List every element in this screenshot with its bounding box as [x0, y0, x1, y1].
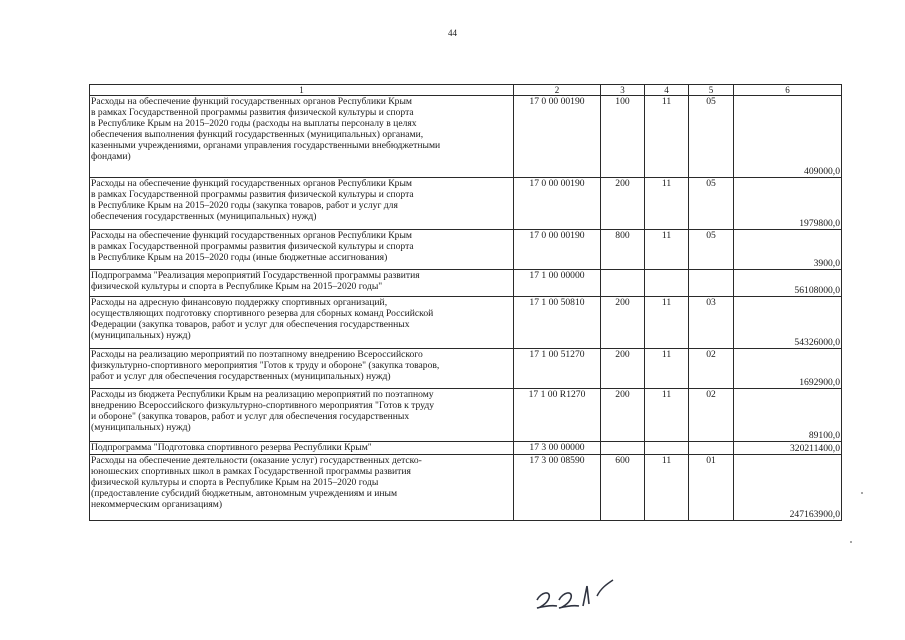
row-code: 17 1 00 51270 — [514, 349, 601, 389]
row-code: 17 1 00 50810 — [514, 297, 601, 349]
table-row — [90, 389, 842, 442]
row-col-3: 200 — [601, 349, 645, 389]
row-col-4: 11 — [645, 455, 689, 521]
row-amount: 54326000,0 — [734, 297, 842, 349]
row-code: 17 0 00 00190 — [514, 96, 601, 178]
table-row — [90, 455, 842, 521]
row-description: Расходы на обеспечение функций государственных органов Республики Крым в рамках Государственной программы развития физической культуры и спорта в Республике Крым на 2015–2020 годы (иные бюджетные ассигнования) — [90, 230, 514, 270]
header-col-2: 2 — [514, 85, 601, 96]
row-col-5: 05 — [689, 178, 734, 230]
row-amount: 247163900,0 — [734, 455, 842, 521]
row-col-4: 11 — [645, 96, 689, 178]
row-col-5 — [689, 270, 734, 297]
row-col-3: 800 — [601, 230, 645, 270]
row-code: 17 3 00 08590 — [514, 455, 601, 521]
handwritten-signature — [531, 574, 627, 614]
row-col-5: 05 — [689, 230, 734, 270]
table-row — [90, 349, 842, 389]
page-number: 44 — [448, 28, 457, 38]
row-col-3: 200 — [601, 297, 645, 349]
row-col-5: 05 — [689, 96, 734, 178]
row-amount: 409000,0 — [734, 96, 842, 178]
row-col-4 — [645, 270, 689, 297]
table-row — [90, 270, 842, 297]
row-col-3: 100 — [601, 96, 645, 178]
row-amount: 56108000,0 — [734, 270, 842, 297]
header-col-5: 5 — [689, 85, 734, 96]
row-description: Расходы из бюджета Республики Крым на реализацию мероприятий по поэтапному внедрению Всероссийского физкультурно-спортивного мероприятия "Готов к труду и обороне" (закупка товаров, работ и услуг для обеспечения государственных (муниципальных) нужд) — [90, 389, 514, 442]
table-row — [90, 230, 842, 270]
row-col-5: 03 — [689, 297, 734, 349]
table-row — [90, 96, 842, 178]
row-col-4 — [645, 442, 689, 455]
table-row — [90, 442, 842, 455]
header-col-1: 1 — [90, 85, 514, 96]
scan-speck — [861, 492, 863, 494]
scan-speck — [850, 541, 852, 543]
table-header-row — [90, 85, 842, 96]
table-row — [90, 178, 842, 230]
row-description: Расходы на реализацию мероприятий по поэтапному внедрению Всероссийского физкультурно-спортивного мероприятия "Готов к труду и обороне" (закупка товаров, работ и услуг для обеспечения государственных (муниципальных) нужд) — [90, 349, 514, 389]
row-col-4: 11 — [645, 297, 689, 349]
row-amount: 1979800,0 — [734, 178, 842, 230]
header-col-6: 6 — [734, 85, 842, 96]
row-col-3: 600 — [601, 455, 645, 521]
row-code: 17 3 00 00000 — [514, 442, 601, 455]
row-code: 17 0 00 00190 — [514, 178, 601, 230]
budget-table — [89, 84, 842, 521]
row-col-4: 11 — [645, 349, 689, 389]
row-col-3: 200 — [601, 389, 645, 442]
row-description: Расходы на обеспечение функций государственных органов Республики Крым в рамках Государственной программы развития физической культуры и спорта в Республике Крым на 2015–2020 годы (расходы на выплаты персоналу в целях обеспечения выполнения функций государственных (муниципальных) органами, казенными учреждениями, органами управления государственными внебюджетными фондами) — [90, 96, 514, 178]
row-description: Подпрограмма "Подготовка спортивного резерва Республики Крым" — [90, 442, 514, 455]
row-code: 17 1 00 00000 — [514, 270, 601, 297]
row-col-4: 11 — [645, 178, 689, 230]
row-code: 17 1 00 R1270 — [514, 389, 601, 442]
row-description: Расходы на обеспечение деятельности (оказание услуг) государственных детско- юношеских спортивных школ в рамках Государственной программы развития физической культуры и спорта в Республике Крым на 2015–2020 годы (предоставление субсидий бюджетным, автономным учреждениям и иным некоммерческим организациям) — [90, 455, 514, 521]
row-description: Расходы на обеспечение функций государственных органов Республики Крым в рамках Государственной программы развития физической культуры и спорта в Республике Крым на 2015–2020 годы (закупка товаров, работ и услуг для обеспечения государственных (муниципальных) нужд) — [90, 178, 514, 230]
row-description: Подпрограмма "Реализация мероприятий Государственной программы развития физической культуры и спорта в Республике Крым на 2015–2020 годы" — [90, 270, 514, 297]
row-col-3 — [601, 442, 645, 455]
row-col-5: 02 — [689, 389, 734, 442]
header-col-4: 4 — [645, 85, 689, 96]
row-col-5: 01 — [689, 455, 734, 521]
row-col-4: 11 — [645, 230, 689, 270]
row-col-3: 200 — [601, 178, 645, 230]
row-col-4: 11 — [645, 389, 689, 442]
row-col-5 — [689, 442, 734, 455]
row-amount: 320211400,0 — [734, 442, 842, 455]
row-description: Расходы на адресную финансовую поддержку спортивных организаций, осуществляющих подготовку спортивного резерва для сборных команд Российской Федерации (закупка товаров, работ и услуг для обеспечения государственных (муниципальных) нужд) — [90, 297, 514, 349]
row-col-5: 02 — [689, 349, 734, 389]
row-amount: 3900,0 — [734, 230, 842, 270]
row-amount: 1692900,0 — [734, 349, 842, 389]
row-code: 17 0 00 00190 — [514, 230, 601, 270]
row-amount: 89100,0 — [734, 389, 842, 442]
table-row — [90, 297, 842, 349]
row-col-3 — [601, 270, 645, 297]
header-col-3: 3 — [601, 85, 645, 96]
